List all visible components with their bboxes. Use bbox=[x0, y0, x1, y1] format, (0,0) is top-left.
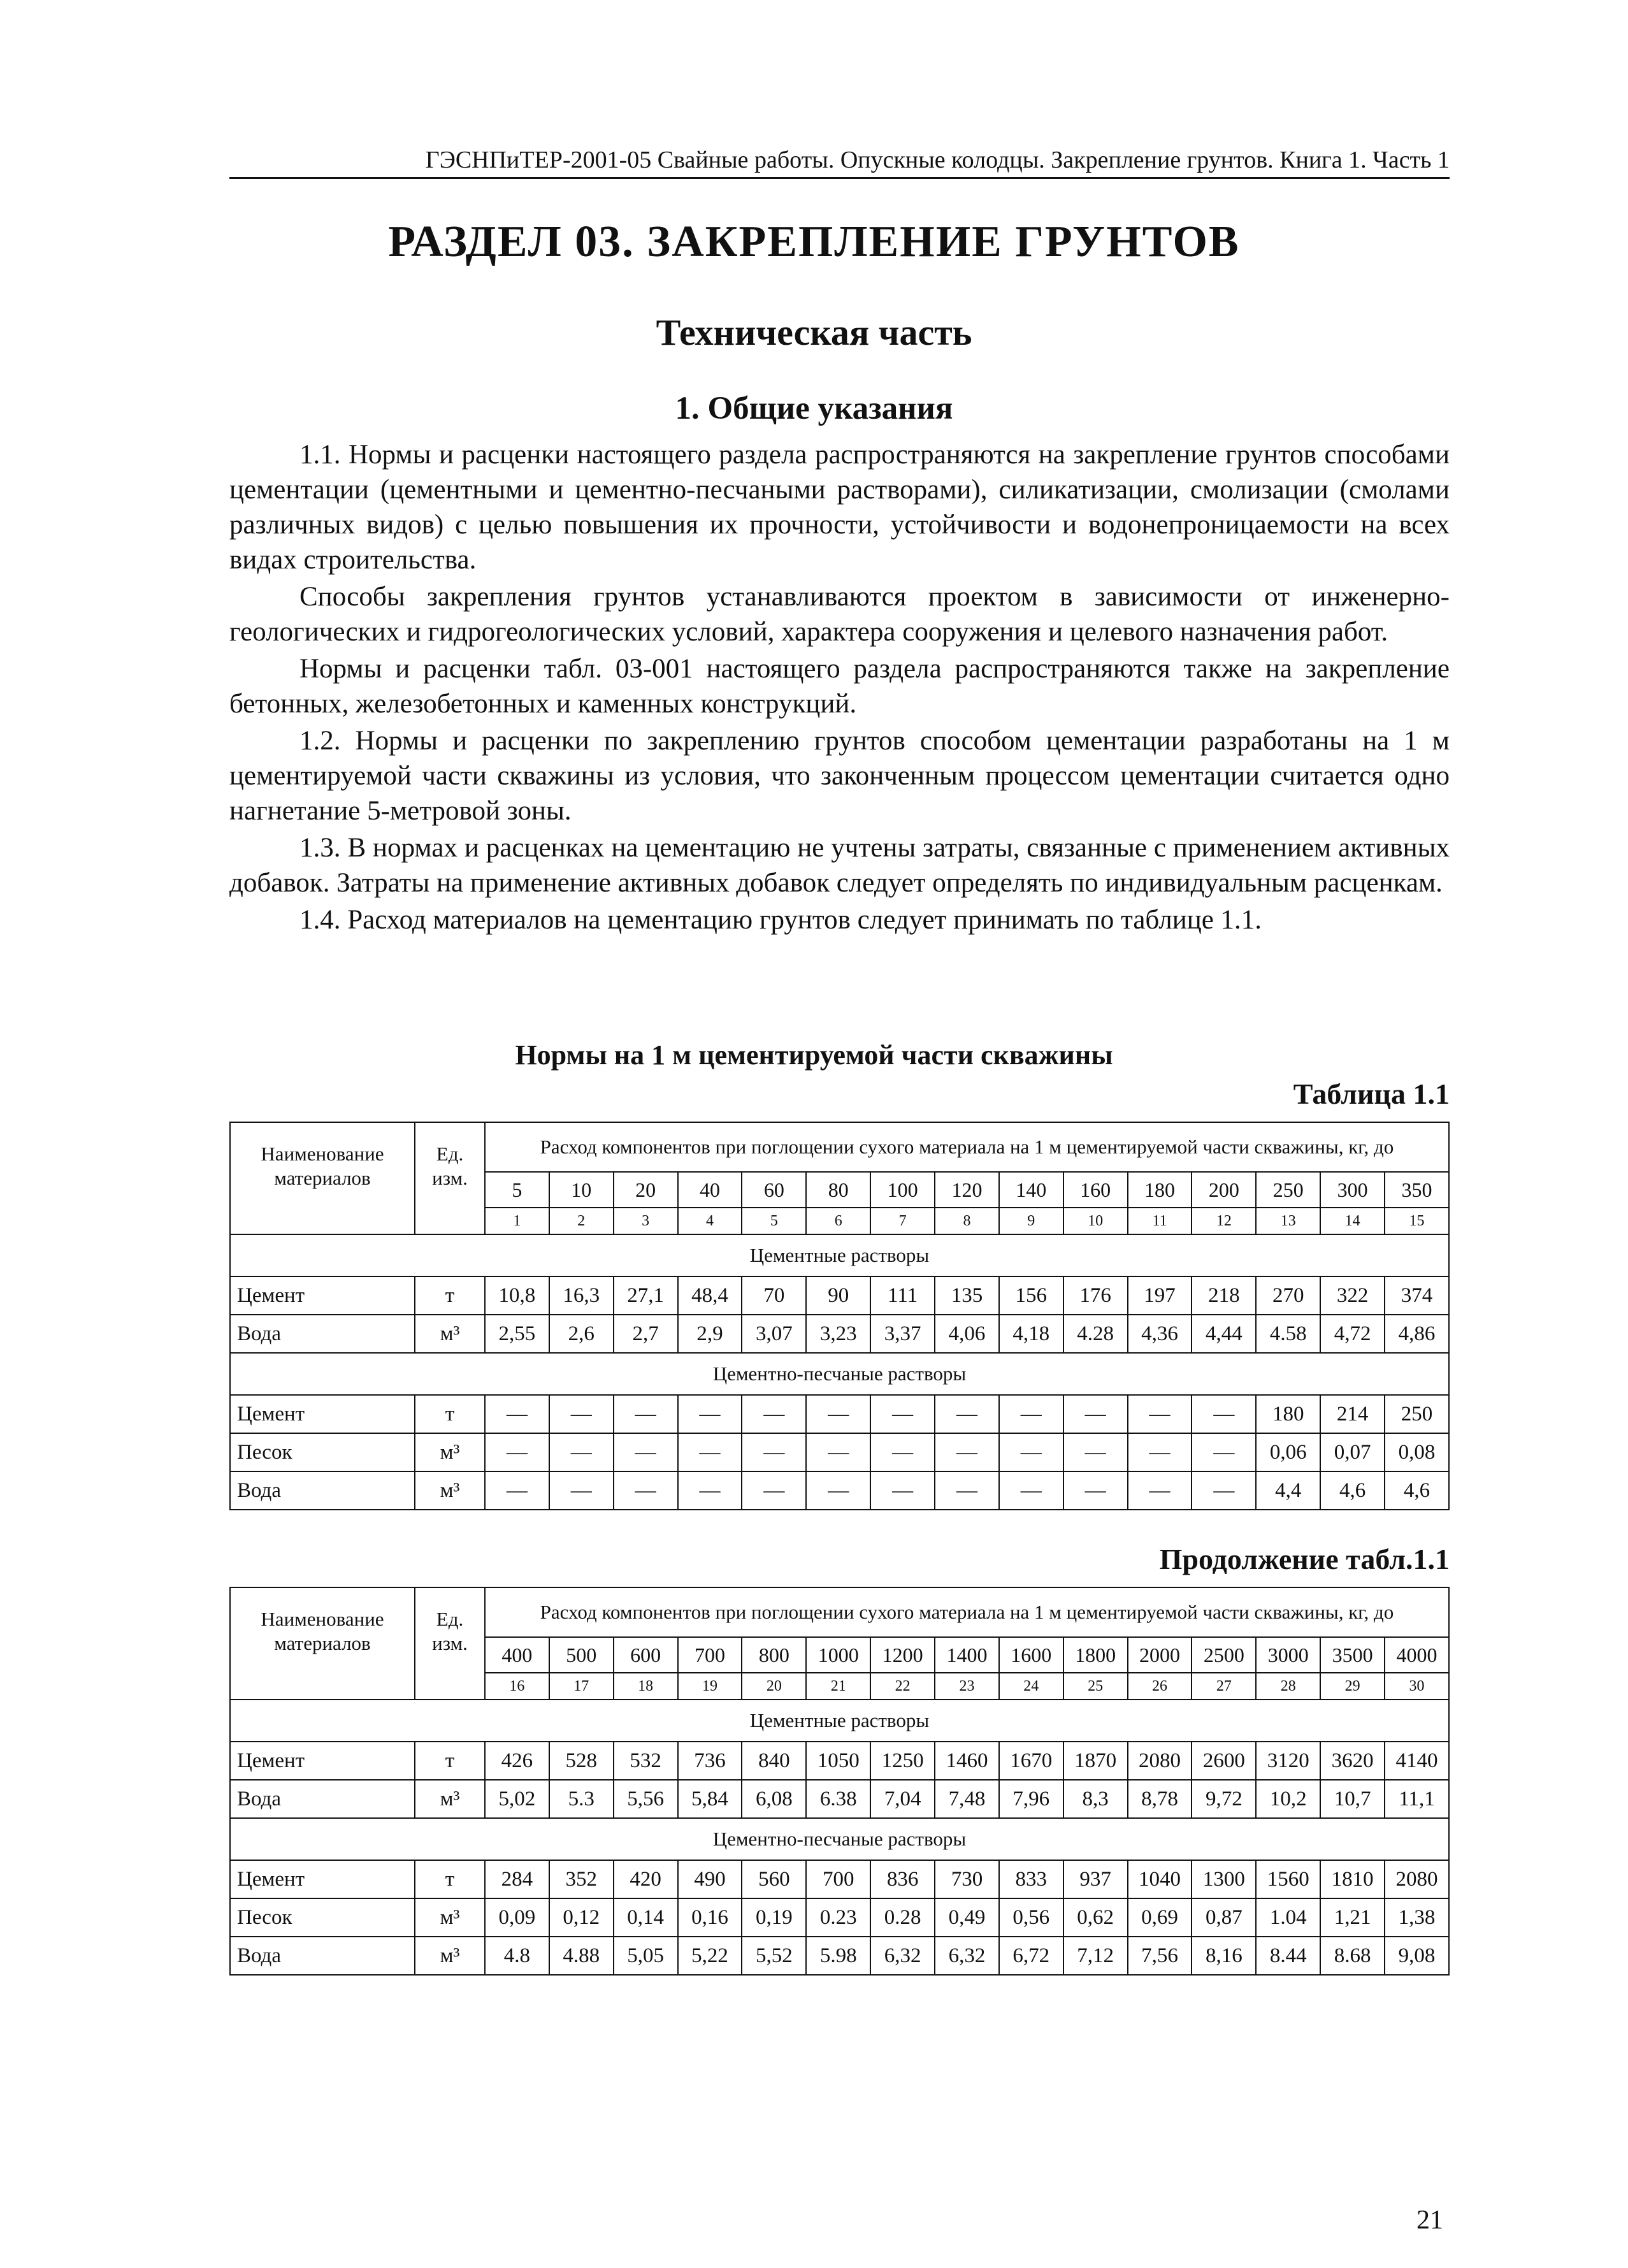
column-index-cell: 6 bbox=[806, 1208, 870, 1234]
table-cell: 2,55 bbox=[485, 1315, 549, 1353]
table-cell: 5,84 bbox=[678, 1780, 742, 1818]
material-unit: т bbox=[415, 1860, 485, 1898]
column-index-cell: 25 bbox=[1063, 1673, 1128, 1700]
section-subtitle: Техническая часть bbox=[656, 312, 972, 353]
column-index-cell: 28 bbox=[1256, 1673, 1320, 1700]
table-cell: 0,69 bbox=[1128, 1898, 1192, 1937]
table-cell: 8,78 bbox=[1128, 1780, 1192, 1818]
table-cell: 352 bbox=[549, 1860, 614, 1898]
table-cell: 0,49 bbox=[935, 1898, 999, 1937]
column-index-cell: 7 bbox=[870, 1208, 935, 1234]
column-index-cell: 27 bbox=[1192, 1673, 1256, 1700]
header-value-cell: 2500 bbox=[1192, 1637, 1256, 1673]
header-value-cell: 3500 bbox=[1320, 1637, 1385, 1673]
column-index-cell: 23 bbox=[935, 1673, 999, 1700]
column-index-cell: 10 bbox=[1063, 1208, 1128, 1234]
table-cell: 2,6 bbox=[549, 1315, 614, 1353]
material-name: Вода bbox=[230, 1937, 415, 1975]
table-cell: 4,36 bbox=[1128, 1315, 1192, 1353]
table-cell: — bbox=[1192, 1471, 1256, 1510]
group-row bbox=[230, 1700, 1449, 1742]
table-cell: 426 bbox=[485, 1742, 549, 1780]
table-cell: 4,06 bbox=[935, 1315, 999, 1353]
running-head: ГЭСНПиТЕР-2001-05 Свайные работы. Опускные колодцы. Закрепление грунтов. Книга 1. Часть 1 bbox=[229, 145, 1450, 179]
paragraph: 1.4. Расход материалов на цементацию грунтов следует принимать по таблице 1.1. bbox=[299, 905, 1262, 935]
material-name: Цемент bbox=[230, 1860, 415, 1898]
table-cell: 836 bbox=[870, 1860, 935, 1898]
column-index-cell: 16 bbox=[485, 1673, 549, 1700]
table-cell: 48,4 bbox=[678, 1276, 742, 1315]
table-cell: — bbox=[549, 1471, 614, 1510]
table-cell: — bbox=[549, 1433, 614, 1471]
column-index-cell: 26 bbox=[1128, 1673, 1192, 1700]
table-cell: 250 bbox=[1385, 1395, 1449, 1433]
header-value-cell: 80 bbox=[806, 1172, 870, 1208]
table-cell: 8,16 bbox=[1192, 1937, 1256, 1975]
table-cell: 3620 bbox=[1320, 1742, 1385, 1780]
group-row bbox=[230, 1818, 1449, 1860]
header-value-cell: 10 bbox=[549, 1172, 614, 1208]
table-cell: 532 bbox=[614, 1742, 678, 1780]
table-cell: — bbox=[1063, 1433, 1128, 1471]
table-cell: 10,7 bbox=[1320, 1780, 1385, 1818]
table-cell: 6,72 bbox=[999, 1937, 1063, 1975]
table-cell: 700 bbox=[806, 1860, 870, 1898]
column-index-cell: 14 bbox=[1320, 1208, 1385, 1234]
table-cell: 4,6 bbox=[1385, 1471, 1449, 1510]
table-cell: 1670 bbox=[999, 1742, 1063, 1780]
table-cell: — bbox=[935, 1395, 999, 1433]
header-value-cell: 1000 bbox=[806, 1637, 870, 1673]
group-label: Цементные растворы bbox=[230, 1700, 1449, 1742]
header-value-cell: 1200 bbox=[870, 1637, 935, 1673]
header-value-cell: 300 bbox=[1320, 1172, 1385, 1208]
table-cell: 4,72 bbox=[1320, 1315, 1385, 1353]
table-cell: 736 bbox=[678, 1742, 742, 1780]
column-index-cell: 18 bbox=[614, 1673, 678, 1700]
table-cell: 6,32 bbox=[870, 1937, 935, 1975]
header-value-cell: 180 bbox=[1128, 1172, 1192, 1208]
table-cell: 6.38 bbox=[806, 1780, 870, 1818]
table-cell: — bbox=[870, 1395, 935, 1433]
material-name: Цемент bbox=[230, 1276, 415, 1315]
table-cell: 4140 bbox=[1385, 1742, 1449, 1780]
table-cell: 16,3 bbox=[549, 1276, 614, 1315]
table-row bbox=[230, 1898, 1449, 1937]
table-cell: 420 bbox=[614, 1860, 678, 1898]
table-cell: 5.3 bbox=[549, 1780, 614, 1818]
table-cell: — bbox=[678, 1395, 742, 1433]
table-cell: 90 bbox=[806, 1276, 870, 1315]
header-value-cell: 200 bbox=[1192, 1172, 1256, 1208]
table-cell: 5,05 bbox=[614, 1937, 678, 1975]
table-cell: 9,08 bbox=[1385, 1937, 1449, 1975]
header-row bbox=[230, 1587, 1449, 1637]
table-row bbox=[230, 1937, 1449, 1975]
header-value-cell: 2000 bbox=[1128, 1637, 1192, 1673]
table-cell: 1040 bbox=[1128, 1860, 1192, 1898]
material-unit: м³ bbox=[415, 1433, 485, 1471]
header-value-cell: 700 bbox=[678, 1637, 742, 1673]
paragraph: 1.1. Нормы и расценки настоящего раздела распространяются на закрепление грунтов способами цементации (цементными и цементно-песчаными растворами), силикатизации, смолизации (смолами различных видов) с целью повышения их прочности, устойчивости и водонепроницаемости на всех видах строительства. bbox=[229, 440, 1450, 575]
table-cell: 10,2 bbox=[1256, 1780, 1320, 1818]
table-cell: 1050 bbox=[806, 1742, 870, 1780]
header-value-cell: 1800 bbox=[1063, 1637, 1128, 1673]
table-cell: — bbox=[614, 1395, 678, 1433]
column-header-unit: Ед. изм. bbox=[415, 1122, 485, 1234]
body-text bbox=[229, 437, 1450, 939]
table-cell: 180 bbox=[1256, 1395, 1320, 1433]
section-title: РАЗДЕЛ 03. ЗАКРЕПЛЕНИЕ ГРУНТОВ bbox=[388, 217, 1240, 266]
column-index-cell: 24 bbox=[999, 1673, 1063, 1700]
table-cell: 0.28 bbox=[870, 1898, 935, 1937]
column-header-consumption: Расход компонентов при поглощении сухого материала на 1 м цементируемой части скважины, кг, до bbox=[485, 1587, 1449, 1637]
column-index-cell: 17 bbox=[549, 1673, 614, 1700]
column-header-name: Наименование материалов bbox=[230, 1122, 415, 1234]
header-value-cell: 40 bbox=[678, 1172, 742, 1208]
table-cell: 2080 bbox=[1128, 1742, 1192, 1780]
header-value-cell: 5 bbox=[485, 1172, 549, 1208]
table-cell: 10,8 bbox=[485, 1276, 549, 1315]
table-cell: 214 bbox=[1320, 1395, 1385, 1433]
header-value-cell: 120 bbox=[935, 1172, 999, 1208]
table-row bbox=[230, 1433, 1449, 1471]
table-cell: — bbox=[999, 1433, 1063, 1471]
table-cell: 2,9 bbox=[678, 1315, 742, 1353]
table-cell: 0,56 bbox=[999, 1898, 1063, 1937]
table-cell: 6,32 bbox=[935, 1937, 999, 1975]
table-cell: 5.98 bbox=[806, 1937, 870, 1975]
column-index-cell: 5 bbox=[742, 1208, 806, 1234]
table-cell: — bbox=[614, 1471, 678, 1510]
table-cell: — bbox=[1063, 1395, 1128, 1433]
table-cell: 135 bbox=[935, 1276, 999, 1315]
material-unit: м³ bbox=[415, 1471, 485, 1510]
column-index-cell: 13 bbox=[1256, 1208, 1320, 1234]
table-cell: 0,16 bbox=[678, 1898, 742, 1937]
header-value-cell: 400 bbox=[485, 1637, 549, 1673]
table-cell: 4,44 bbox=[1192, 1315, 1256, 1353]
table-cell: 0,06 bbox=[1256, 1433, 1320, 1471]
material-unit: т bbox=[415, 1395, 485, 1433]
material-name: Цемент bbox=[230, 1395, 415, 1433]
column-index-cell: 19 bbox=[678, 1673, 742, 1700]
material-unit: м³ bbox=[415, 1315, 485, 1353]
table-cell: 4,86 bbox=[1385, 1315, 1449, 1353]
material-unit: м³ bbox=[415, 1937, 485, 1975]
table-cell: 156 bbox=[999, 1276, 1063, 1315]
table-cell: 2600 bbox=[1192, 1742, 1256, 1780]
material-unit: т bbox=[415, 1742, 485, 1780]
table-cell: 6,08 bbox=[742, 1780, 806, 1818]
table-cell: — bbox=[485, 1433, 549, 1471]
table-row bbox=[230, 1742, 1449, 1780]
table-cell: 1810 bbox=[1320, 1860, 1385, 1898]
table-cell: 3,37 bbox=[870, 1315, 935, 1353]
table-cell: 3,23 bbox=[806, 1315, 870, 1353]
column-index-cell: 9 bbox=[999, 1208, 1063, 1234]
table-label: Таблица 1.1 bbox=[1293, 1078, 1450, 1110]
paragraph: Способы закрепления грунтов устанавливаются проектом в зависимости от инженерно-геологических и гидрогеологических условий, характера сооружения и целевого назначения работ. bbox=[229, 582, 1450, 647]
header-value-cell: 600 bbox=[614, 1637, 678, 1673]
table-row bbox=[230, 1395, 1449, 1433]
header-value-cell: 350 bbox=[1385, 1172, 1449, 1208]
table-cell: 4,4 bbox=[1256, 1471, 1320, 1510]
table-cell: 7,96 bbox=[999, 1780, 1063, 1818]
table-cell: 7,12 bbox=[1063, 1937, 1128, 1975]
paragraph: Нормы и расценки табл. 03-001 настоящего раздела распространяются также на закрепление бетонных, железобетонных и каменных конструкций. bbox=[229, 654, 1450, 719]
group-row bbox=[230, 1353, 1449, 1395]
table-cell: — bbox=[742, 1433, 806, 1471]
table-cell: 1,38 bbox=[1385, 1898, 1449, 1937]
table-cell: 1,21 bbox=[1320, 1898, 1385, 1937]
table-cell: 4.28 bbox=[1063, 1315, 1128, 1353]
material-name: Вода bbox=[230, 1780, 415, 1818]
page-number: 21 bbox=[1416, 2206, 1443, 2235]
column-index-cell: 29 bbox=[1320, 1673, 1385, 1700]
table-cell: 9,72 bbox=[1192, 1780, 1256, 1818]
header-value-cell: 1400 bbox=[935, 1637, 999, 1673]
header-value-cell: 1600 bbox=[999, 1637, 1063, 1673]
norms-table-2 bbox=[229, 1587, 1450, 1975]
table-continuation-label: Продолжение табл.1.1 bbox=[1159, 1543, 1450, 1575]
table-cell: — bbox=[806, 1471, 870, 1510]
table-cell: 27,1 bbox=[614, 1276, 678, 1315]
table-cell: — bbox=[614, 1433, 678, 1471]
table-cell: 1300 bbox=[1192, 1860, 1256, 1898]
table-cell: 5,22 bbox=[678, 1937, 742, 1975]
table-cell: 0,07 bbox=[1320, 1433, 1385, 1471]
column-index-cell: 21 bbox=[806, 1673, 870, 1700]
header-value-cell: 4000 bbox=[1385, 1637, 1449, 1673]
table-cell: — bbox=[485, 1471, 549, 1510]
material-name: Песок bbox=[230, 1898, 415, 1937]
column-index-cell: 8 bbox=[935, 1208, 999, 1234]
header-value-cell: 20 bbox=[614, 1172, 678, 1208]
material-unit: м³ bbox=[415, 1898, 485, 1937]
table-cell: — bbox=[678, 1433, 742, 1471]
column-index-cell: 15 bbox=[1385, 1208, 1449, 1234]
subsection-heading: 1. Общие указания bbox=[675, 391, 953, 426]
table-row bbox=[230, 1780, 1449, 1818]
column-header-name: Наименование материалов bbox=[230, 1587, 415, 1700]
header-value-cell: 60 bbox=[742, 1172, 806, 1208]
table-cell: — bbox=[806, 1433, 870, 1471]
table-cell: 218 bbox=[1192, 1276, 1256, 1315]
table-cell: 111 bbox=[870, 1276, 935, 1315]
paragraph: 1.2. Нормы и расценки по закреплению грунтов способом цементации разработаны на 1 м цементируемой части скважины из условия, что законченным процессом цементации считается одно нагнетание 5-метровой зоны. bbox=[229, 726, 1450, 826]
group-row bbox=[230, 1234, 1449, 1276]
table-cell: 1460 bbox=[935, 1742, 999, 1780]
table-cell: — bbox=[678, 1471, 742, 1510]
table-cell: 5,52 bbox=[742, 1937, 806, 1975]
column-index-cell: 3 bbox=[614, 1208, 678, 1234]
table-cell: 2080 bbox=[1385, 1860, 1449, 1898]
table-cell: 3,07 bbox=[742, 1315, 806, 1353]
table-cell: 0,14 bbox=[614, 1898, 678, 1937]
table-row bbox=[230, 1315, 1449, 1353]
table-cell: 4.8 bbox=[485, 1937, 549, 1975]
table-cell: 8.44 bbox=[1256, 1937, 1320, 1975]
material-name: Цемент bbox=[230, 1742, 415, 1780]
column-header-unit: Ед. изм. bbox=[415, 1587, 485, 1700]
table-cell: 8.68 bbox=[1320, 1937, 1385, 1975]
header-value-cell: 500 bbox=[549, 1637, 614, 1673]
table-cell: 730 bbox=[935, 1860, 999, 1898]
table-cell: 1250 bbox=[870, 1742, 935, 1780]
table-cell: — bbox=[935, 1471, 999, 1510]
header-value-cell: 800 bbox=[742, 1637, 806, 1673]
material-name: Вода bbox=[230, 1315, 415, 1353]
table-cell: 0,12 bbox=[549, 1898, 614, 1937]
table-cell: — bbox=[806, 1395, 870, 1433]
table-cell: 2,7 bbox=[614, 1315, 678, 1353]
table-cell: — bbox=[1192, 1433, 1256, 1471]
material-unit: м³ bbox=[415, 1780, 485, 1818]
table-cell: 7,56 bbox=[1128, 1937, 1192, 1975]
table-cell: 1870 bbox=[1063, 1742, 1128, 1780]
group-label: Цементно-песчаные растворы bbox=[230, 1818, 1449, 1860]
table-cell: 0,62 bbox=[1063, 1898, 1128, 1937]
table-cell: 937 bbox=[1063, 1860, 1128, 1898]
material-name: Вода bbox=[230, 1471, 415, 1510]
table-cell: 0,08 bbox=[1385, 1433, 1449, 1471]
table-cell: 5,02 bbox=[485, 1780, 549, 1818]
table-cell: 284 bbox=[485, 1860, 549, 1898]
column-index-cell: 1 bbox=[485, 1208, 549, 1234]
table-cell: 270 bbox=[1256, 1276, 1320, 1315]
table-cell: — bbox=[1128, 1433, 1192, 1471]
header-row bbox=[230, 1122, 1449, 1172]
table-cell: 176 bbox=[1063, 1276, 1128, 1315]
table-cell: — bbox=[999, 1395, 1063, 1433]
table-cell: — bbox=[549, 1395, 614, 1433]
table-cell: 3120 bbox=[1256, 1742, 1320, 1780]
material-unit: т bbox=[415, 1276, 485, 1315]
column-index-cell: 11 bbox=[1128, 1208, 1192, 1234]
group-label: Цементные растворы bbox=[230, 1234, 1449, 1276]
header-value-cell: 140 bbox=[999, 1172, 1063, 1208]
column-index-cell: 4 bbox=[678, 1208, 742, 1234]
table-cell: — bbox=[870, 1433, 935, 1471]
table-cell: — bbox=[999, 1471, 1063, 1510]
column-index-cell: 22 bbox=[870, 1673, 935, 1700]
table-cell: 197 bbox=[1128, 1276, 1192, 1315]
table-cell: 560 bbox=[742, 1860, 806, 1898]
table-cell: — bbox=[870, 1471, 935, 1510]
table-cell: 490 bbox=[678, 1860, 742, 1898]
paragraph: 1.3. В нормах и расценках на цементацию не учтены затраты, связанные с применением активных добавок. Затраты на применение активных добавок следует определять по индивидуальным расценкам. bbox=[229, 833, 1450, 898]
table-cell: — bbox=[935, 1433, 999, 1471]
table-cell: 1.04 bbox=[1256, 1898, 1320, 1937]
table-cell: 4.58 bbox=[1256, 1315, 1320, 1353]
table-row bbox=[230, 1860, 1449, 1898]
table-cell: 1560 bbox=[1256, 1860, 1320, 1898]
column-index-cell: 20 bbox=[742, 1673, 806, 1700]
column-index-cell: 2 bbox=[549, 1208, 614, 1234]
table-row bbox=[230, 1276, 1449, 1315]
column-index-cell: 30 bbox=[1385, 1673, 1449, 1700]
table-cell: — bbox=[485, 1395, 549, 1433]
table-cell: 4,6 bbox=[1320, 1471, 1385, 1510]
table-cell: 840 bbox=[742, 1742, 806, 1780]
norms-table-1 bbox=[229, 1122, 1450, 1510]
header-value-cell: 160 bbox=[1063, 1172, 1128, 1208]
table-cell: 374 bbox=[1385, 1276, 1449, 1315]
table-cell: — bbox=[1128, 1471, 1192, 1510]
table-cell: 0.23 bbox=[806, 1898, 870, 1937]
table-cell: — bbox=[742, 1395, 806, 1433]
table-cell: 528 bbox=[549, 1742, 614, 1780]
group-label: Цементно-песчаные растворы bbox=[230, 1353, 1449, 1395]
table-cell: 8,3 bbox=[1063, 1780, 1128, 1818]
table-row bbox=[230, 1471, 1449, 1510]
header-value-cell: 100 bbox=[870, 1172, 935, 1208]
table-cell: 4.88 bbox=[549, 1937, 614, 1975]
table-cell: 70 bbox=[742, 1276, 806, 1315]
table-cell: 0,19 bbox=[742, 1898, 806, 1937]
table-cell: — bbox=[1128, 1395, 1192, 1433]
material-name: Песок bbox=[230, 1433, 415, 1471]
table-cell: — bbox=[742, 1471, 806, 1510]
table-cell: — bbox=[1192, 1395, 1256, 1433]
table-cell: 7,04 bbox=[870, 1780, 935, 1818]
table-cell: 5,56 bbox=[614, 1780, 678, 1818]
table-cell: 0,09 bbox=[485, 1898, 549, 1937]
table-caption: Нормы на 1 м цементируемой части скважины bbox=[515, 1039, 1113, 1071]
table-cell: 0,87 bbox=[1192, 1898, 1256, 1937]
header-value-cell: 3000 bbox=[1256, 1637, 1320, 1673]
table-cell: 4,18 bbox=[999, 1315, 1063, 1353]
header-value-cell: 250 bbox=[1256, 1172, 1320, 1208]
column-index-cell: 12 bbox=[1192, 1208, 1256, 1234]
table-cell: 7,48 bbox=[935, 1780, 999, 1818]
table-cell: 833 bbox=[999, 1860, 1063, 1898]
column-header-consumption: Расход компонентов при поглощении сухого материала на 1 м цементируемой части скважины, кг, до bbox=[485, 1122, 1449, 1172]
table-cell: 322 bbox=[1320, 1276, 1385, 1315]
table-cell: 11,1 bbox=[1385, 1780, 1449, 1818]
table-cell: — bbox=[1063, 1471, 1128, 1510]
